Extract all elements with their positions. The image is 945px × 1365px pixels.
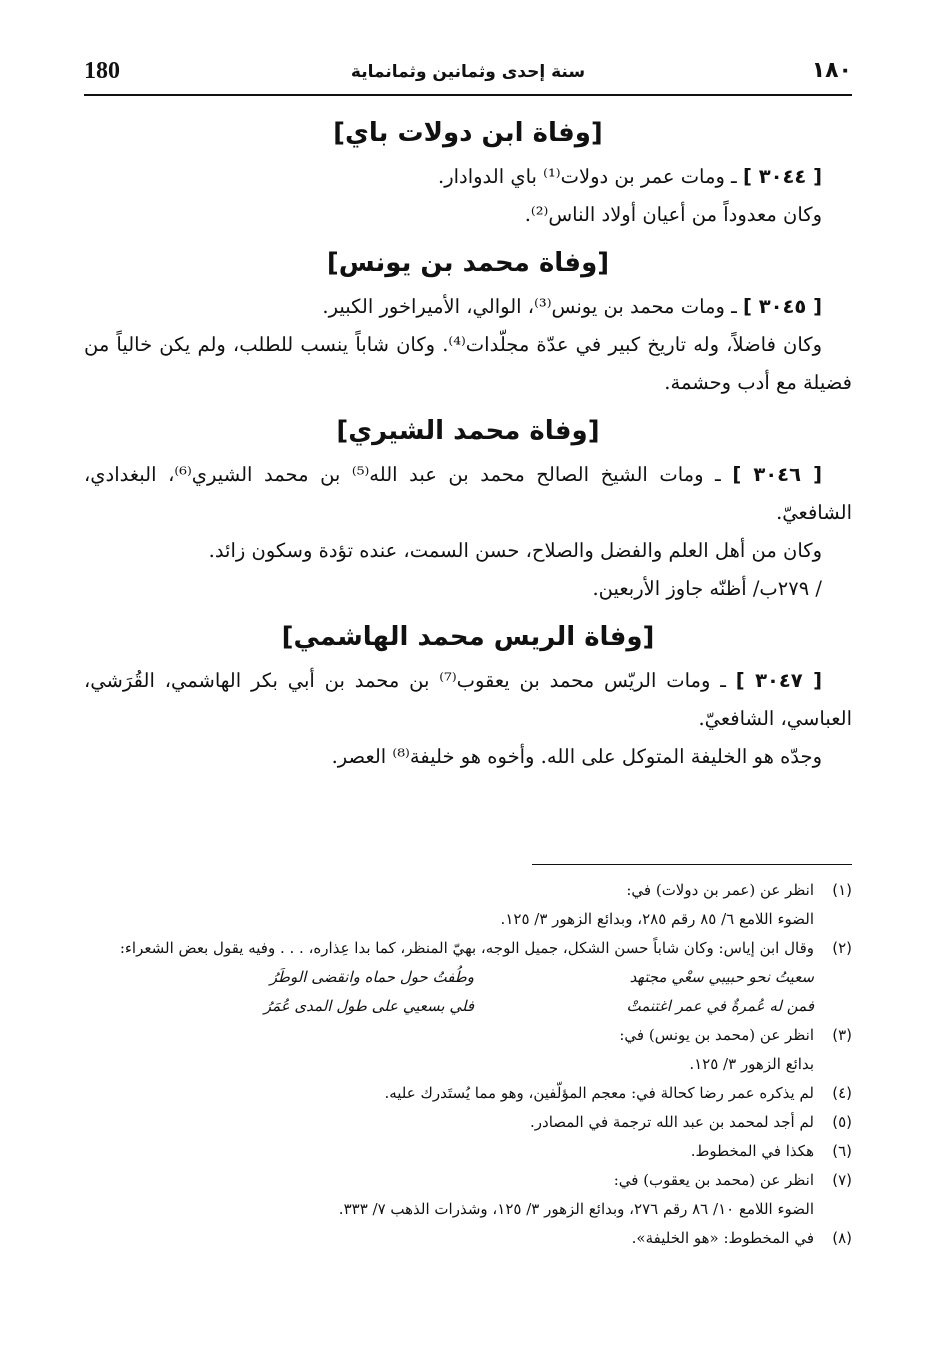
paragraph: وكان من أهل العلم والفضل والصلاح، حسن السمت، عنده تؤدة وسكون زائد.	[208, 539, 822, 562]
entry-text: ـ ومات عمر بن دولات⁽¹⁾ باي الدوادار.	[438, 165, 743, 188]
entry-text: ـ ومات الشيخ الصالح محمد بن عبد الله⁽⁵⁾ بن محمد الشيري⁽⁶⁾، البغدادي، الشافعيّ.	[84, 463, 852, 524]
entry-number: [ ٣٠٤٧ ]	[735, 669, 823, 692]
footnote-number: (٧)	[832, 1171, 852, 1189]
page-number-latin: 180	[84, 58, 120, 84]
paragraph: / ٢٧٩ب/ أظنّه جاوز الأربعين.	[592, 577, 822, 600]
poem-hemistich: وطُفتُ حول حماه وانقضى الوطَرُ	[269, 968, 474, 986]
running-title: سنة إحدى وثمانين وثمانماية	[350, 62, 586, 82]
footnote-line: هكذا في المخطوط.	[690, 1142, 814, 1160]
footnote-line: لم يذكره عمر رضا كحالة في: معجم المؤلّفين، وهو مما يُستَدرك عليه.	[384, 1084, 814, 1102]
page-header	[84, 58, 852, 92]
footnote	[84, 1166, 852, 1224]
entry-paragraph	[84, 662, 852, 738]
main-text	[84, 108, 852, 776]
entry-number: [ ٣٠٤٥ ]	[742, 295, 822, 318]
section-title: [وفاة ابن دولات باي]	[333, 118, 603, 148]
footnote	[84, 1137, 852, 1166]
poem	[84, 963, 814, 1021]
poem-verse	[84, 992, 814, 1021]
footnote-line: لم أجد لمحمد بن عبد الله ترجمة في المصادر.	[530, 1113, 814, 1131]
section-title: [وفاة محمد بن يونس]	[326, 248, 610, 278]
footnote-line: الضوء اللامع ٦/ ٨٥ رقم ٢٨٥، وبدائع الزهور ٣/ ١٢٥.	[500, 910, 814, 928]
footnote-number: (٤)	[832, 1084, 852, 1102]
footnote-line: انظر عن (محمد بن يعقوب) في:	[613, 1171, 814, 1189]
footnote	[84, 876, 852, 934]
footnote	[84, 1021, 852, 1079]
footnote-number: (٣)	[832, 1026, 852, 1044]
header-rule	[84, 94, 852, 96]
footnotes	[84, 876, 852, 1253]
entry-paragraph	[84, 288, 852, 326]
footnote-number: (٦)	[832, 1142, 852, 1160]
footnote-number: (١)	[832, 881, 852, 899]
entry-text: ـ ومات محمد بن يونس⁽³⁾، الوالي، الأميراخور الكبير.	[322, 295, 743, 318]
footnote	[84, 934, 852, 1021]
footnote-number: (٨)	[832, 1229, 852, 1247]
entry-number: [ ٣٠٤٤ ]	[742, 165, 822, 188]
footnote	[84, 1108, 852, 1137]
footnote-line: انظر عن (عمر بن دولات) في:	[626, 881, 814, 899]
entry-text: ـ ومات الريّس محمد بن يعقوب⁽⁷⁾ بن محمد بن أبي بكر الهاشمي، القُرَشي، العباسي، الشافعيّ.	[84, 669, 852, 730]
footnote-line: في المخطوط: «هو الخليفة».	[631, 1229, 814, 1247]
page-number-arabic: ١٨٠	[811, 58, 852, 83]
poem-hemistich: فلي بسعيي على طول المدى عُمَرُ	[263, 997, 474, 1015]
footnote-line: بدائع الزهور ٣/ ١٢٥.	[689, 1055, 814, 1073]
paragraph: وكان فاضلاً، وله تاريخ كبير في عدّة مجلّدات⁽⁴⁾. وكان شاباً ينسب للطلب، ولم يكن خالياً من فضيلة مع أدب وحشمة.	[84, 333, 852, 394]
poem-hemistich: فمن له عُمرةٌ في عمر اغتنمتْ	[626, 997, 814, 1015]
footnote-line: وقال ابن إياس: وكان شاباً حسن الشكل، جميل الوجه، بهيّ المنظر، كما بدا عِذاره، . . . وفيه يقول بعض الشعراء:	[119, 939, 814, 957]
section-title: [وفاة محمد الشيري]	[336, 416, 600, 446]
footnote-line: الضوء اللامع ١٠/ ٨٦ رقم ٢٧٦، وبدائع الزهور ٣/ ١٢٥، وشذرات الذهب ٧/ ٣٣٣.	[338, 1200, 814, 1218]
footnote-rule	[532, 864, 852, 865]
footnote	[84, 1224, 852, 1253]
poem-verse	[84, 963, 814, 992]
poem-hemistich: سعيتُ نحو حبيبي سعْي مجتهد	[629, 968, 814, 986]
entry-number: [ ٣٠٤٦ ]	[732, 463, 823, 486]
footnote-number: (٢)	[832, 939, 852, 957]
paragraph: وكان معدوداً من أعيان أولاد الناس⁽²⁾.	[524, 203, 822, 226]
entry-paragraph	[84, 456, 852, 532]
entry-paragraph	[84, 158, 852, 196]
footnote-line: انظر عن (محمد بن يونس) في:	[619, 1026, 814, 1044]
footnote	[84, 1079, 852, 1108]
footnote-number: (٥)	[832, 1113, 852, 1131]
section-title: [وفاة الريس محمد الهاشمي]	[281, 622, 655, 652]
paragraph: وجدّه هو الخليفة المتوكل على الله. وأخوه هو خليفة⁽⁸⁾ العصر.	[331, 745, 822, 768]
